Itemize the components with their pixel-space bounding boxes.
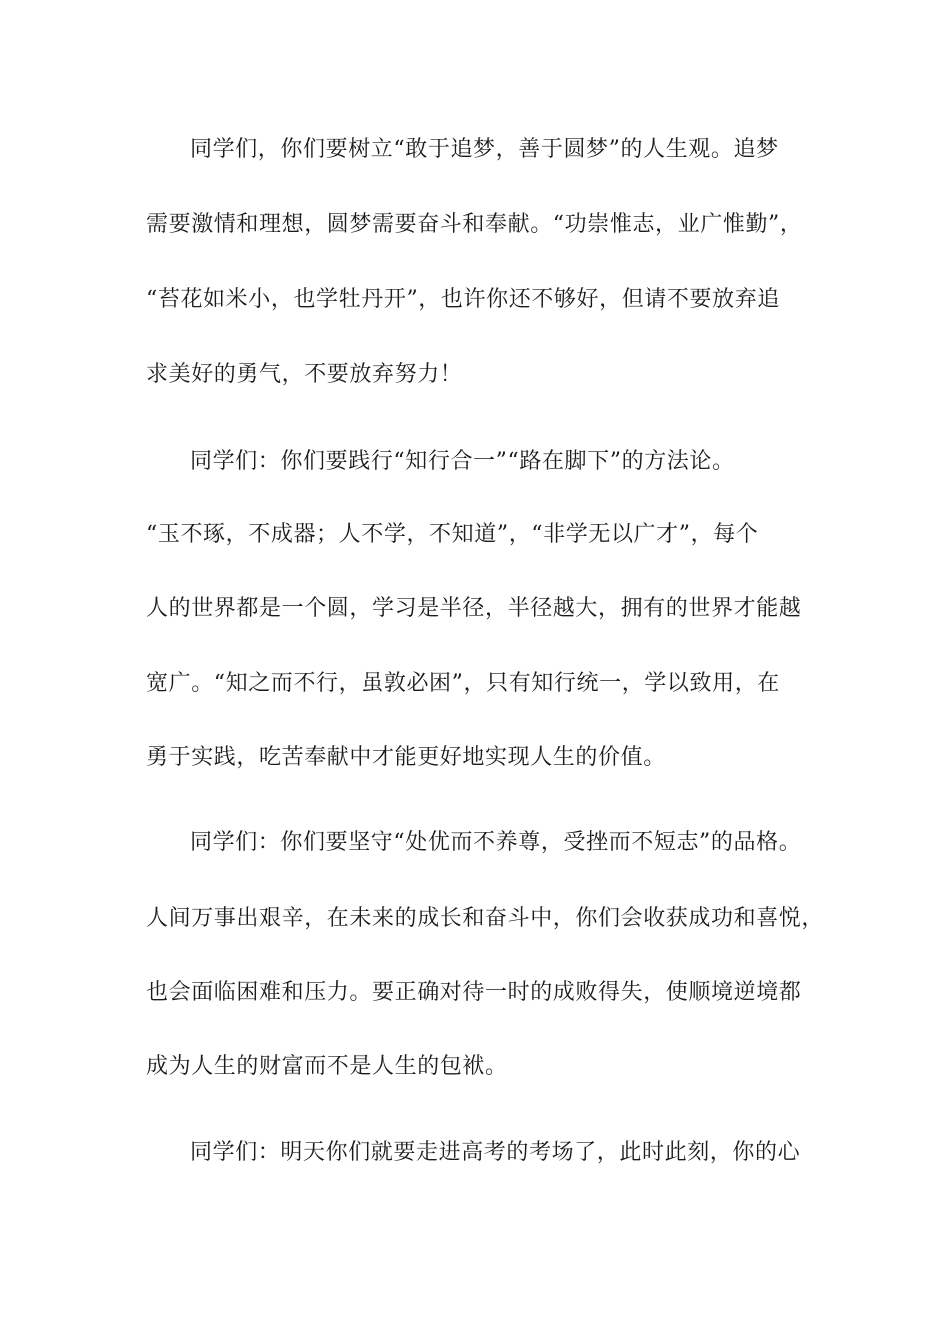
paragraph-line: 同学们：明天你们就要走进高考的考场了，此时此刻，你的心 bbox=[190, 1140, 801, 1165]
paragraph-line: 宽广。“知之而不行，虽敦必困”，只有知行统一，学以致用，在 bbox=[146, 671, 780, 696]
paragraph-line: 同学们：你们要践行“知行合一”“路在脚下”的方法论。 bbox=[190, 449, 735, 474]
paragraph-line: 勇于实践，吃苦奉献中才能更好地实现人生的价值。 bbox=[146, 745, 666, 770]
paragraph-line: “玉不琢，不成器；人不学，不知道”，“非学无以广才”，每个 bbox=[146, 522, 759, 547]
paragraph-line: 同学们，你们要树立“敢于追梦，善于圆梦”的人生观。追梦 bbox=[190, 137, 779, 162]
paragraph-line: 需要激情和理想，圆梦需要奋斗和奉献。“功崇惟志，业广惟勤”， bbox=[146, 212, 803, 237]
paragraph-line: 求美好的勇气，不要放弃努力！ bbox=[146, 362, 463, 387]
paragraph-line: 同学们：你们要坚守“处优而不养尊，受挫而不短志”的品格。 bbox=[190, 830, 802, 855]
paragraph-line: “苔花如米小，也学牡丹开”，也许你还不够好，但请不要放弃追 bbox=[146, 287, 780, 312]
paragraph-line: 人的世界都是一个圆，学习是半径，半径越大，拥有的世界才能越 bbox=[146, 596, 802, 621]
paragraph-line: 成为人生的财富而不是人生的包袱。 bbox=[146, 1054, 508, 1079]
paragraph-line: 也会面临困难和压力。要正确对待一时的成败得失，使顺境逆境都 bbox=[146, 980, 802, 1005]
paragraph-line: 人间万事出艰辛，在未来的成长和奋斗中，你们会收获成功和喜悦， bbox=[146, 906, 825, 931]
